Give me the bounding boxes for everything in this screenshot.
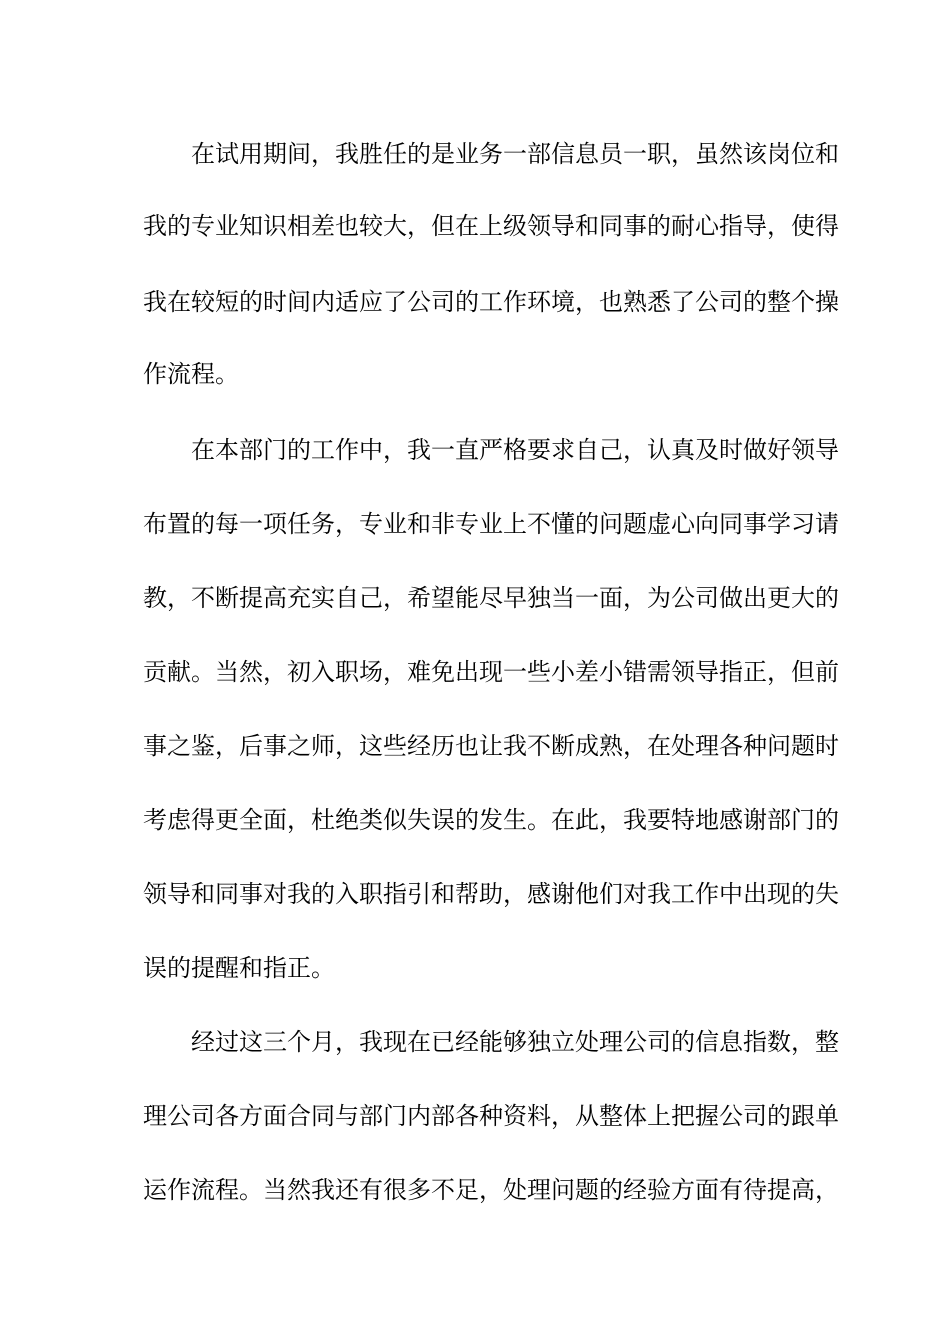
text-line: 布置的每一项任务，专业和非专业上不懂的问题虚心向同事学习请 [143, 510, 839, 538]
text-line: 考虑得更全面，杜绝类似失误的发生。在此，我要特地感谢部门的 [143, 806, 839, 834]
text-line: 在本部门的工作中，我一直严格要求自己，认真及时做好领导 [191, 436, 839, 464]
text-line: 运作流程。当然我还有很多不足，处理问题的经验方面有待提高， [143, 1176, 839, 1204]
text-line: 我在较短的时间内适应了公司的工作环境，也熟悉了公司的整个操 [143, 288, 839, 316]
text-line: 教，不断提高充实自己，希望能尽早独当一面，为公司做出更大的 [143, 584, 839, 612]
text-line: 误的提醒和指正。 [143, 954, 335, 982]
text-line: 贡献。当然，初入职场，难免出现一些小差小错需领导指正，但前 [143, 658, 839, 686]
text-line: 在试用期间，我胜任的是业务一部信息员一职，虽然该岗位和 [191, 140, 839, 168]
text-line: 事之鉴，后事之师，这些经历也让我不断成熟，在处理各种问题时 [143, 732, 839, 760]
text-line: 我的专业知识相差也较大，但在上级领导和同事的耐心指导，使得 [143, 212, 839, 240]
text-line: 领导和同事对我的入职指引和帮助，感谢他们对我工作中出现的失 [143, 880, 839, 908]
text-line: 理公司各方面合同与部门内部各种资料，从整体上把握公司的跟单 [143, 1102, 839, 1130]
text-line: 经过这三个月，我现在已经能够独立处理公司的信息指数，整 [191, 1028, 839, 1056]
text-line: 作流程。 [143, 360, 239, 388]
